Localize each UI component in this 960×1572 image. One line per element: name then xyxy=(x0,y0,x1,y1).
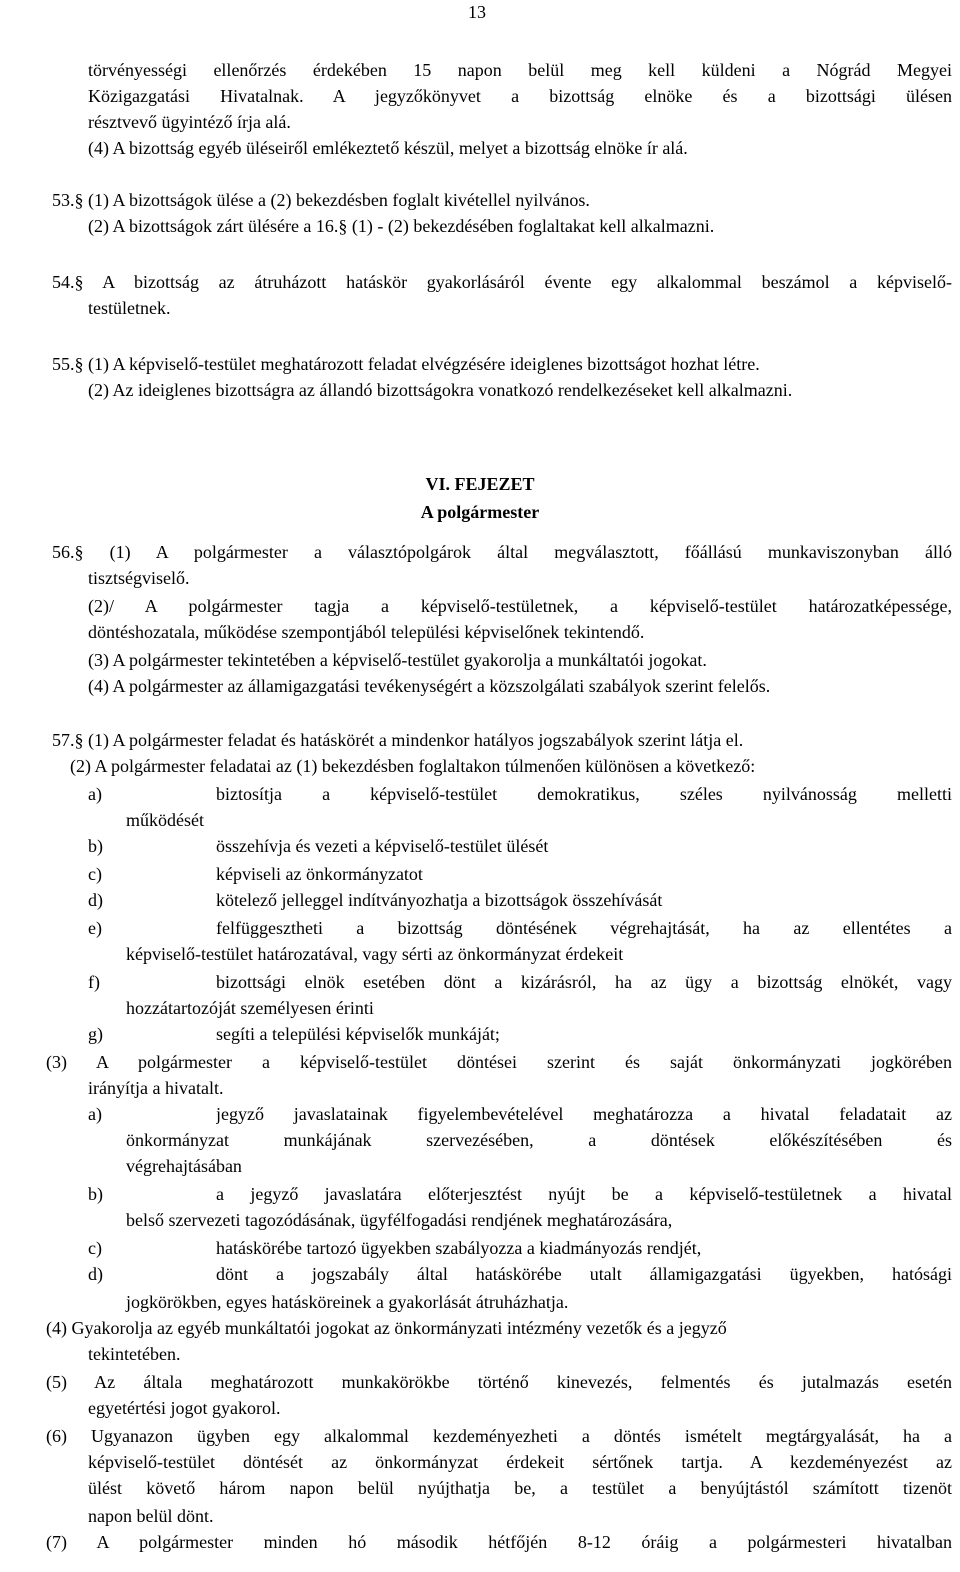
text-line: belső szervezeti tagozódásának, ügyfélfogadási rendjének meghatározására, xyxy=(126,1210,673,1230)
text-line: a) xyxy=(88,1104,102,1124)
text-line: b) xyxy=(88,836,103,856)
text-line: f) xyxy=(88,972,100,992)
text-line: jegyző javaslatainak figyelembevételével meghatározza a hivatal feladatait az xyxy=(216,1104,952,1124)
text-line: felfüggesztheti a bizottság döntésének végrehajtását, ha az ellentétes a xyxy=(216,918,952,938)
text-line: tekintetében. xyxy=(88,1344,181,1364)
text-line: hozzátartozóját személyesen érinti xyxy=(126,998,374,1018)
text-line: (2) A polgármester feladatai az (1) bekezdésben foglaltakon túlmenően különösen a következő: xyxy=(70,756,756,776)
chapter-number: VI. FEJEZET xyxy=(425,474,535,494)
text-line: c) xyxy=(88,1238,102,1258)
text-line: segíti a települési képviselők munkáját; xyxy=(216,1024,500,1044)
text-line: összehívja és vezeti a képviselő-testület ülését xyxy=(216,836,549,856)
text-line: jogkörökben, egyes hatásköreinek a gyakorlását átruházhatja. xyxy=(126,1292,569,1312)
text-line: 56.§ (1) A polgármester a választópolgárok által megválasztott, főállású munkaviszonyban álló xyxy=(52,542,952,562)
text-line: résztvevő ügyintéző írja alá. xyxy=(88,112,291,132)
text-line: g) xyxy=(88,1024,103,1044)
page-number: 13 xyxy=(468,2,486,22)
text-line: napon belül dönt. xyxy=(88,1506,214,1526)
text-line: önkormányzat munkájának szervezésében, a döntések előkészítésében és xyxy=(126,1130,952,1150)
text-line: irányítja a hivatalt. xyxy=(88,1078,224,1098)
text-line: képviselő-testület döntését az önkormányzat érdekeit sértőnek tartja. A kezdeményezést az xyxy=(88,1452,952,1472)
text-line: (2) A bizottságok zárt ülésére a 16.§ (1) - (2) bekezdésében foglaltakat kell alkalmazni. xyxy=(88,216,715,236)
text-line: (5) Az általa meghatározott munkakörökbe történő kinevezés, felmentés és jutalmazás esetén xyxy=(46,1372,952,1392)
text-line: döntéshozatala, működése szempontjából települési képviselőnek tekintendő. xyxy=(88,622,645,642)
text-line: képviselő-testület határozatával, vagy sérti az önkormányzat érdekeit xyxy=(126,944,624,964)
text-line: kötelező jelleggel indítványozhatja a bizottságok összehívását xyxy=(216,890,663,910)
text-line: c) xyxy=(88,864,102,884)
text-line: képviseli az önkormányzatot xyxy=(216,864,423,884)
text-line: egyetértési jogot gyakorol. xyxy=(88,1398,281,1418)
text-line: e) xyxy=(88,918,102,938)
text-line: ülést követő három napon belül nyújthatja be, a testület a benyújtástól számított tizenöt xyxy=(88,1478,952,1498)
text-line: biztosítja a képviselő-testület demokratikus, széles nyilvánosság melletti xyxy=(216,784,952,804)
text-line: (3) A polgármester tekintetében a képviselő-testület gyakorolja a munkáltatói jogokat. xyxy=(88,650,707,670)
text-line: (3) A polgármester a képviselő-testület döntései szerint és saját önkormányzati jogkörében xyxy=(46,1052,952,1072)
text-line: 55.§ (1) A képviselő-testület meghatározott feladat elvégzésére ideiglenes bizottságot hozhat létre. xyxy=(52,354,760,374)
text-line: 53.§ (1) A bizottságok ülése a (2) bekezdésben foglalt kivétellel nyilvános. xyxy=(52,190,590,210)
text-line: Közigazgatási Hivatalnak. A jegyzőkönyvet a bizottság elnöke és a bizottsági ülésen xyxy=(88,86,952,106)
text-line: (2) Az ideiglenes bizottságra az állandó bizottságokra vonatkozó rendelkezéseket kell alkalmazni. xyxy=(88,380,793,400)
text-line: tisztségviselő. xyxy=(88,568,190,588)
text-line: testületnek. xyxy=(88,298,171,318)
text-line: (4) A polgármester az államigazgatási tevékenységért a közszolgálati szabályok szerint felelős. xyxy=(88,676,771,696)
text-line: (7) A polgármester minden hó második hétfőjén 8-12 óráig a polgármesteri hivatalban xyxy=(46,1532,952,1552)
text-line: d) xyxy=(88,890,103,910)
text-line: hatáskörébe tartozó ügyekben szabályozza a kiadmányozás rendjét, xyxy=(216,1238,702,1258)
text-line: (2)/ A polgármester tagja a képviselő-testületnek, a képviselő-testület határozatképessége, xyxy=(88,596,952,616)
text-line: bizottsági elnök esetében dönt a kizárásról, ha az ügy a bizottság elnökét, vagy xyxy=(216,972,952,992)
text-line: működését xyxy=(126,810,204,830)
text-line: 57.§ (1) A polgármester feladat és hatáskörét a mindenkor hatályos jogszabályok szerint látja el. xyxy=(52,730,744,750)
chapter-title: A polgármester xyxy=(420,502,540,522)
text-line: (4) A bizottság egyéb üléseiről emlékeztető készül, melyet a bizottság elnöke ír alá. xyxy=(88,138,688,158)
text-line: (4) Gyakorolja az egyéb munkáltatói jogokat az önkormányzati intézmény vezetők és a jegyző xyxy=(46,1318,727,1338)
text-line: d) xyxy=(88,1264,103,1284)
text-line: a) xyxy=(88,784,102,804)
text-line: 54.§ A bizottság az átruházott hatáskör gyakorlásáról évente egy alkalommal beszámol a képviselő- xyxy=(52,272,952,292)
text-line: (6) Ugyanazon ügyben egy alkalommal kezdeményezheti a döntés ismételt megtárgyalását, ha a xyxy=(46,1426,952,1446)
text-line: végrehajtásában xyxy=(126,1156,242,1176)
text-line: a jegyző javaslatára előterjesztést nyújt be a képviselő-testületnek a hivatal xyxy=(216,1184,952,1204)
text-line: b) xyxy=(88,1184,103,1204)
text-line: törvényességi ellenőrzés érdekében 15 napon belül meg kell küldeni a Nógrád Megyei xyxy=(88,60,952,80)
text-line: dönt a jogszabály által hatáskörébe utalt államigazgatási ügyekben, hatósági xyxy=(216,1264,952,1284)
